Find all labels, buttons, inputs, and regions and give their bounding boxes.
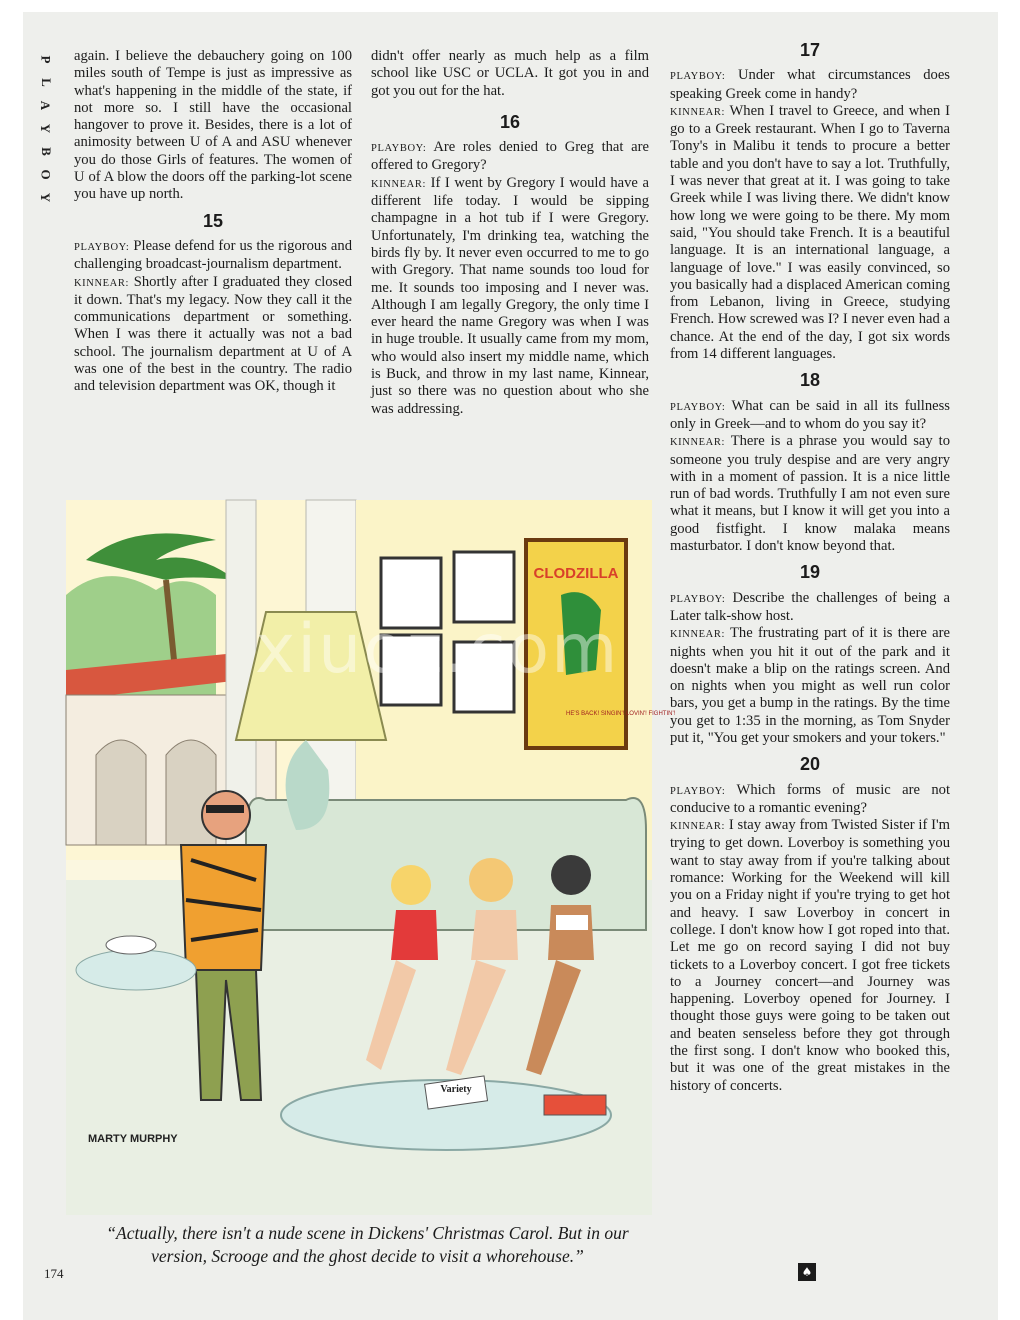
question-17: PLAYBOY: Under what circumstances does speaking Greek come in handy? <box>670 67 950 102</box>
cartoon-drawing <box>66 500 676 1215</box>
paragraph-intro: again. I believe the debauchery going on 100 miles south of Tempe is just as impressive as what's happening in the middle of the state, if not more so. I still have the occasional hangover to prove it. Besides, there is a lot of animosity between U of A and ASU whenever you do those Girls of features. The women of U of A blow the doors off the parking-lot scene you have up north. <box>74 48 352 203</box>
question-number-20: 20 <box>799 754 821 775</box>
column-2 <box>371 48 649 418</box>
answer-16: KINNEAR: If I went by Gregory I would have a different life today. I would be sipping champagne in a hot tub if I were Gregory. Unfortunately, I'm drinking tea, watching the birds fly by. It never even occurred to me to go with Gregory. That name sounds too loud for me. It sounds too imposing and I never was. Although I am legally Gregory, the only time I ever heard the name Gregory was when I was in huge trouble. It usually came from my mom, who would also insert my middle name, which is Buck, and throw in my last name, Kinnear, just so there was no question about who she was addressing. <box>371 174 649 417</box>
question-16: PLAYBOY: Are roles denied to Greg that are offered to Gregory? <box>371 139 649 174</box>
answer-18: KINNEAR: There is a phrase you would say to someone you truly despise and are very angry with in a moment of passion. It is a nice little run of bad words. Truthfully I am not even sure what it means, but I know it will get you into a good fistfight. I know malaka means masturbator. I don't know beyond that. <box>670 433 951 555</box>
answer-19: KINNEAR: The frustrating part of it is there are nights when you hit it out of the park and it doesn't make a blip on the ratings screen. And on nights when you might as well run color bars, you get a bump in the ratings. By the time you get to 1:35 in the morning, as Tom Snyder put it, "You get your smokers and your tokers." <box>670 625 950 746</box>
question-number-16: 16 <box>499 111 521 132</box>
cartoon-caption: “Actually, there isn't a nude scene in Dickens' Christmas Carol. But in our version, Scrooge and the ghost decide to visit a whorehouse.” <box>106 1223 629 1266</box>
artist-signature: MARTY MURPHY <box>88 1133 178 1145</box>
question-19: PLAYBOY: Describe the challenges of being a Later talk-show host. <box>670 589 950 624</box>
answer-20: KINNEAR: I stay away from Twisted Sister if I'm trying to get down. Loverboy is something you want to stay away from if you're talking about romance: Working for the Weekend will kill you on a Friday night if you're trying to get hot and heavy. I saw Loverboy in concert in college. I don't know how I got roped into that. Let me go on record saying I did not buy tickets to a Loverboy concert. I got free tickets to a Journey concert—and Journey was happening. Loverboy opened for Journey. I thought those guys were going to be taken out and beaten senseless before they got through the first song. I don't know who booked this, but it was one of the great mistakes in the history of concerts. <box>670 817 951 1094</box>
question-15: PLAYBOY: Please defend for us the rigorous and challenging broadcast-journalism department. <box>74 237 352 273</box>
question-18: PLAYBOY: What can be said in all its fullness only in Greek—and to whom do you say it? <box>670 397 950 432</box>
variety-label: Variety <box>440 1084 472 1095</box>
cartoon-illustration <box>66 500 676 1215</box>
paragraph-continued: didn't offer nearly as much help as a film school like USC or UCLA. It got you in and got you out for the hat. <box>371 48 649 99</box>
question-number-15: 15 <box>202 210 224 231</box>
answer-17: KINNEAR: When I travel to Greece, and when I go to a Greek restaurant. When I go to Taverna Tony's in Malibu it tends to procure a better table and you don't have to say a lot. Truthfully, I was never that great at it. I was going to take Greek while I was living there. We didn't know how long we were going to be there. My mom said, "You should take French. It is a beautiful language. It is an international language, a language of love." I was easily convinced, so you basically had a displaced American coming from Lebanon, living in Greece, studying French. How screwed was I? I never even had a chance. At the end of the day, I got six words from 14 different languages. <box>670 102 950 363</box>
column-1 <box>74 48 352 396</box>
interviewer-label: PLAYBOY: <box>74 241 130 253</box>
answer-15: KINNEAR: Shortly after I graduated they closed it down. That's my legacy. Now they call it the communications department or something. When I was there it actually was not a bad school. The journalism department at U of A was one of the best in the country. The radio and television department was OK, though it <box>74 273 353 395</box>
interviewee-label: KINNEAR: <box>74 277 129 289</box>
end-mark-icon: ♠ <box>798 1263 816 1281</box>
poster-title: CLODZILLA <box>533 565 619 582</box>
running-head: P L A Y B O Y <box>38 55 54 203</box>
watermark: xiuoz.com <box>255 610 620 689</box>
page-number: 174 <box>44 1266 64 1281</box>
poster-caption: HE'S BACK! SINGIN'! LOVIN'! FIGHTIN'! <box>566 711 676 717</box>
column-3 <box>670 40 950 1095</box>
question-number-18: 18 <box>799 370 821 391</box>
question-20: PLAYBOY: Which forms of music are not conducive to a romantic evening? <box>670 781 951 816</box>
question-number-17: 17 <box>799 40 821 60</box>
question-number-19: 19 <box>799 562 821 583</box>
